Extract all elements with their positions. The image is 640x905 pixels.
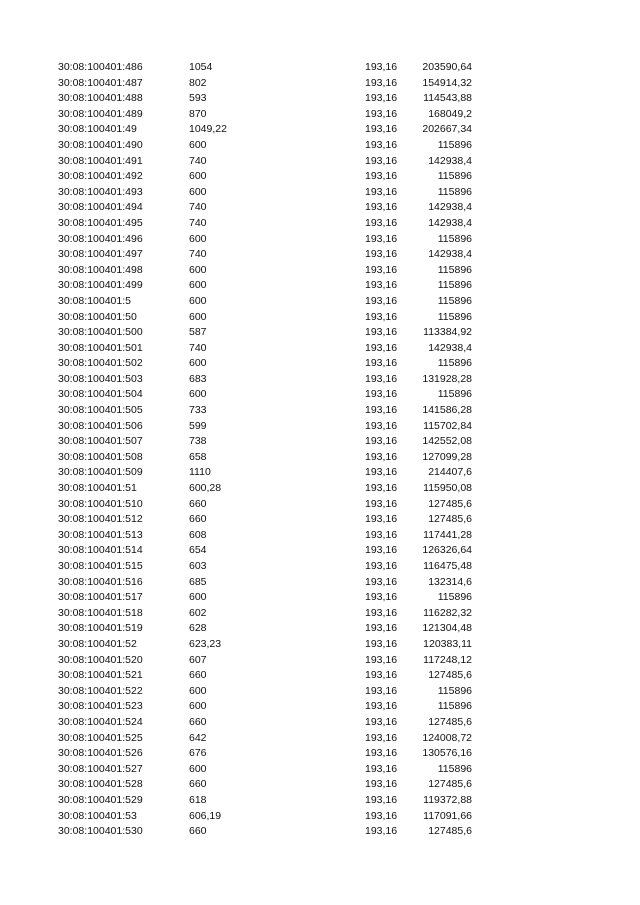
area-cell: 600 (189, 388, 207, 401)
table-row (0, 122, 640, 138)
rate-cell: 193,16 (365, 450, 398, 463)
table-row (0, 497, 640, 513)
table-row (0, 777, 640, 793)
table-row (0, 232, 640, 248)
cadastral-number-cell: 30:08:100401:497 (58, 248, 143, 261)
cadastral-number-cell: 30:08:100401:516 (58, 575, 143, 588)
rate-cell: 193,16 (365, 123, 398, 136)
cadastral-number-cell: 30:08:100401:496 (58, 232, 143, 245)
cadastral-number-cell: 30:08:100401:52 (58, 637, 137, 650)
area-cell: 600 (189, 138, 207, 151)
table-row (0, 699, 640, 715)
rate-cell: 193,16 (365, 170, 398, 183)
rate-cell: 193,16 (365, 544, 398, 557)
rate-cell: 193,16 (365, 404, 398, 417)
rate-cell: 193,16 (365, 606, 398, 619)
total-value-cell: 115896 (437, 279, 472, 292)
cadastral-number-cell: 30:08:100401:530 (58, 825, 143, 838)
cadastral-number-cell: 30:08:100401:519 (58, 622, 143, 635)
rate-cell: 193,16 (365, 185, 398, 198)
table-row (0, 809, 640, 825)
total-value-cell: 127485,6 (428, 825, 472, 838)
cadastral-number-cell: 30:08:100401:525 (58, 731, 143, 744)
cadastral-number-cell: 30:08:100401:5 (58, 294, 131, 307)
total-value-cell: 168049,2 (428, 107, 472, 120)
table-row (0, 559, 640, 575)
area-cell: 740 (189, 216, 207, 229)
area-cell: 599 (189, 419, 207, 432)
rate-cell: 193,16 (365, 575, 398, 588)
total-value-cell: 142938,4 (428, 341, 472, 354)
total-value-cell: 132314,6 (428, 575, 472, 588)
total-value-cell: 117441,28 (423, 528, 472, 541)
table-row (0, 824, 640, 840)
cadastral-number-cell: 30:08:100401:491 (58, 154, 143, 167)
cadastral-number-cell: 30:08:100401:520 (58, 653, 143, 666)
cadastral-number-cell: 30:08:100401:505 (58, 404, 143, 417)
rate-cell: 193,16 (365, 419, 398, 432)
total-value-cell: 119372,88 (423, 793, 472, 806)
table-row (0, 434, 640, 450)
table-row (0, 387, 640, 403)
area-cell: 660 (189, 497, 207, 510)
cadastral-number-cell: 30:08:100401:521 (58, 669, 143, 682)
table-row (0, 169, 640, 185)
rate-cell: 193,16 (365, 294, 398, 307)
rate-cell: 193,16 (365, 372, 398, 385)
table-row (0, 528, 640, 544)
table-row (0, 637, 640, 653)
cadastral-number-cell: 30:08:100401:49 (58, 123, 137, 136)
cadastral-number-cell: 30:08:100401:492 (58, 170, 143, 183)
table-row (0, 138, 640, 154)
cadastral-number-cell: 30:08:100401:499 (58, 279, 143, 292)
total-value-cell: 127485,6 (428, 497, 472, 510)
rate-cell: 193,16 (365, 825, 398, 838)
rate-cell: 193,16 (365, 793, 398, 806)
area-cell: 660 (189, 715, 207, 728)
table-row (0, 746, 640, 762)
area-cell: 660 (189, 513, 207, 526)
cadastral-number-cell: 30:08:100401:501 (58, 341, 143, 354)
rate-cell: 193,16 (365, 76, 398, 89)
table-row (0, 543, 640, 559)
table-row (0, 356, 640, 372)
rate-cell: 193,16 (365, 326, 398, 339)
rate-cell: 193,16 (365, 310, 398, 323)
rate-cell: 193,16 (365, 154, 398, 167)
cadastral-number-cell: 30:08:100401:510 (58, 497, 143, 510)
table-row (0, 216, 640, 232)
area-cell: 600 (189, 232, 207, 245)
area-cell: 658 (189, 450, 207, 463)
total-value-cell: 114543,88 (423, 92, 472, 105)
area-cell: 740 (189, 201, 207, 214)
table-row (0, 575, 640, 591)
area-cell: 740 (189, 154, 207, 167)
rate-cell: 193,16 (365, 591, 398, 604)
rate-cell: 193,16 (365, 341, 398, 354)
area-cell: 602 (189, 606, 207, 619)
total-value-cell: 115896 (437, 232, 472, 245)
area-cell: 600 (189, 185, 207, 198)
cadastral-number-cell: 30:08:100401:502 (58, 357, 143, 370)
total-value-cell: 120383,11 (423, 637, 472, 650)
area-cell: 870 (189, 107, 207, 120)
total-value-cell: 115896 (437, 591, 472, 604)
table-row (0, 606, 640, 622)
cadastral-number-cell: 30:08:100401:506 (58, 419, 143, 432)
area-cell: 642 (189, 731, 207, 744)
cadastral-number-cell: 30:08:100401:514 (58, 544, 143, 557)
table-row (0, 341, 640, 357)
area-cell: 600 (189, 762, 207, 775)
table-row (0, 762, 640, 778)
cadastral-number-cell: 30:08:100401:508 (58, 450, 143, 463)
total-value-cell: 117248,12 (423, 653, 472, 666)
cadastral-number-cell: 30:08:100401:507 (58, 435, 143, 448)
area-cell: 654 (189, 544, 207, 557)
cadastral-number-cell: 30:08:100401:518 (58, 606, 143, 619)
table-row (0, 481, 640, 497)
table-row (0, 731, 640, 747)
area-cell: 600 (189, 170, 207, 183)
cadastral-number-cell: 30:08:100401:487 (58, 76, 143, 89)
table-row (0, 793, 640, 809)
rate-cell: 193,16 (365, 513, 398, 526)
cadastral-number-cell: 30:08:100401:517 (58, 591, 143, 604)
rate-cell: 193,16 (365, 107, 398, 120)
area-cell: 600 (189, 591, 207, 604)
rate-cell: 193,16 (365, 279, 398, 292)
area-cell: 587 (189, 326, 207, 339)
total-value-cell: 115896 (437, 762, 472, 775)
total-value-cell: 115896 (437, 310, 472, 323)
rate-cell: 193,16 (365, 466, 398, 479)
area-cell: 660 (189, 778, 207, 791)
table-row (0, 76, 640, 92)
cadastral-number-cell: 30:08:100401:498 (58, 263, 143, 276)
table-row (0, 325, 640, 341)
cadastral-number-cell: 30:08:100401:495 (58, 216, 143, 229)
area-cell: 740 (189, 248, 207, 261)
table-row (0, 450, 640, 466)
rate-cell: 193,16 (365, 435, 398, 448)
rate-cell: 193,16 (365, 201, 398, 214)
rate-cell: 193,16 (365, 497, 398, 510)
area-cell: 1054 (189, 61, 213, 73)
total-value-cell: 115896 (437, 294, 472, 307)
total-value-cell: 117091,66 (423, 809, 472, 822)
area-cell: 660 (189, 669, 207, 682)
rate-cell: 193,16 (365, 778, 398, 791)
area-cell: 1110 (189, 466, 211, 479)
table-row (0, 419, 640, 435)
cadastral-number-cell: 30:08:100401:51 (58, 482, 137, 495)
cadastral-number-cell: 30:08:100401:504 (58, 388, 143, 401)
total-value-cell: 115896 (437, 185, 472, 198)
total-value-cell: 121304,48 (422, 622, 472, 635)
cadastral-number-cell: 30:08:100401:526 (58, 747, 143, 760)
total-value-cell: 131928,28 (422, 372, 472, 385)
area-cell: 1049,22 (189, 123, 227, 136)
rate-cell: 193,16 (365, 731, 398, 744)
rate-cell: 193,16 (365, 248, 398, 261)
area-cell: 660 (189, 825, 207, 838)
table-row (0, 715, 640, 731)
cadastral-number-cell: 30:08:100401:488 (58, 92, 143, 105)
table-row (0, 668, 640, 684)
table-row (0, 294, 640, 310)
total-value-cell: 115896 (437, 170, 472, 183)
table-row (0, 154, 640, 170)
cadastral-number-cell: 30:08:100401:50 (58, 310, 137, 323)
total-value-cell: 124008,72 (422, 731, 472, 744)
total-value-cell: 127485,6 (428, 778, 472, 791)
table-row (0, 60, 640, 76)
total-value-cell: 142938,4 (428, 201, 472, 214)
rate-cell: 193,16 (365, 528, 398, 541)
cadastral-number-cell: 30:08:100401:522 (58, 684, 143, 697)
rate-cell: 193,16 (365, 560, 398, 572)
table-row (0, 91, 640, 107)
total-value-cell: 141586,28 (422, 404, 472, 417)
total-value-cell: 203590,64 (422, 61, 472, 73)
rate-cell: 193,16 (365, 747, 398, 760)
table-row (0, 621, 640, 637)
table-row (0, 372, 640, 388)
total-value-cell: 142938,4 (428, 154, 472, 167)
table-row (0, 465, 640, 481)
total-value-cell: 142938,4 (428, 216, 472, 229)
rate-cell: 193,16 (365, 700, 398, 713)
rate-cell: 193,16 (365, 357, 398, 370)
area-cell: 628 (189, 622, 207, 635)
area-cell: 600 (189, 357, 207, 370)
area-cell: 623,23 (189, 637, 222, 650)
cadastral-number-cell: 30:08:100401:529 (58, 793, 143, 806)
area-cell: 600,28 (189, 482, 222, 495)
table-row (0, 107, 640, 123)
total-value-cell: 115896 (437, 388, 472, 401)
total-value-cell: 113384,92 (423, 326, 472, 339)
total-value-cell: 115702,84 (423, 419, 472, 432)
rate-cell: 193,16 (365, 92, 398, 105)
table-row (0, 590, 640, 606)
total-value-cell: 214407,6 (428, 466, 472, 479)
total-value-cell: 116475,48 (423, 560, 472, 572)
cadastral-number-cell: 30:08:100401:500 (58, 326, 143, 339)
table-row (0, 310, 640, 326)
rate-cell: 193,16 (365, 263, 398, 276)
table-row (0, 403, 640, 419)
total-value-cell: 115896 (437, 263, 472, 276)
cadastral-number-cell: 30:08:100401:486 (58, 61, 143, 73)
total-value-cell: 127485,6 (428, 513, 472, 526)
total-value-cell: 127485,6 (428, 715, 472, 728)
rate-cell: 193,16 (365, 809, 398, 822)
area-cell: 600 (189, 310, 207, 323)
total-value-cell: 130576,16 (422, 747, 472, 760)
area-cell: 733 (189, 404, 207, 417)
table-row (0, 278, 640, 294)
cadastral-number-cell: 30:08:100401:528 (58, 778, 143, 791)
area-cell: 685 (189, 575, 207, 588)
rate-cell: 193,16 (365, 669, 398, 682)
cadastral-number-cell: 30:08:100401:503 (58, 372, 143, 385)
rate-cell: 193,16 (365, 637, 398, 650)
total-value-cell: 115896 (437, 684, 472, 697)
total-value-cell: 127485,6 (428, 669, 472, 682)
data-table (0, 60, 640, 840)
total-value-cell: 202667,34 (422, 123, 472, 136)
rate-cell: 193,16 (365, 216, 398, 229)
rate-cell: 193,16 (365, 232, 398, 245)
area-cell: 738 (189, 435, 207, 448)
rate-cell: 193,16 (365, 715, 398, 728)
rate-cell: 193,16 (365, 622, 398, 635)
area-cell: 600 (189, 700, 207, 713)
area-cell: 600 (189, 263, 207, 276)
rate-cell: 193,16 (365, 61, 398, 73)
total-value-cell: 126326,64 (422, 544, 472, 557)
total-value-cell: 115896 (437, 700, 472, 713)
rate-cell: 193,16 (365, 138, 398, 151)
total-value-cell: 115896 (437, 138, 472, 151)
total-value-cell: 142938,4 (428, 248, 472, 261)
table-row (0, 200, 640, 216)
area-cell: 603 (189, 560, 207, 572)
area-cell: 608 (189, 528, 207, 541)
area-cell: 606,19 (189, 809, 222, 822)
total-value-cell: 154914,32 (422, 76, 472, 89)
area-cell: 683 (189, 372, 207, 385)
cadastral-number-cell: 30:08:100401:494 (58, 201, 143, 214)
area-cell: 607 (189, 653, 207, 666)
cadastral-number-cell: 30:08:100401:515 (58, 560, 143, 572)
table-row (0, 512, 640, 528)
cadastral-number-cell: 30:08:100401:524 (58, 715, 143, 728)
rate-cell: 193,16 (365, 762, 398, 775)
area-cell: 802 (189, 76, 207, 89)
area-cell: 600 (189, 294, 207, 307)
area-cell: 618 (189, 793, 207, 806)
rate-cell: 193,16 (365, 388, 398, 401)
area-cell: 600 (189, 279, 207, 292)
table-row (0, 653, 640, 669)
rate-cell: 193,16 (365, 482, 398, 495)
rate-cell: 193,16 (365, 684, 398, 697)
area-cell: 593 (189, 92, 207, 105)
total-value-cell: 116282,32 (423, 606, 472, 619)
table-row (0, 263, 640, 279)
area-cell: 600 (189, 684, 207, 697)
cadastral-number-cell: 30:08:100401:493 (58, 185, 143, 198)
total-value-cell: 127099,28 (422, 450, 472, 463)
total-value-cell: 142552,08 (422, 435, 472, 448)
total-value-cell: 115950,08 (423, 482, 472, 495)
total-value-cell: 115896 (437, 357, 472, 370)
rate-cell: 193,16 (365, 653, 398, 666)
cadastral-number-cell: 30:08:100401:53 (58, 809, 137, 822)
area-cell: 740 (189, 341, 207, 354)
cadastral-number-cell: 30:08:100401:513 (58, 528, 143, 541)
table-row (0, 185, 640, 201)
cadastral-number-cell: 30:08:100401:489 (58, 107, 143, 120)
cadastral-number-cell: 30:08:100401:490 (58, 138, 143, 151)
cadastral-number-cell: 30:08:100401:527 (58, 762, 143, 775)
table-row (0, 247, 640, 263)
cadastral-number-cell: 30:08:100401:509 (58, 466, 143, 479)
table-row (0, 684, 640, 700)
cadastral-number-cell: 30:08:100401:512 (58, 513, 143, 526)
cadastral-number-cell: 30:08:100401:523 (58, 700, 143, 713)
area-cell: 676 (189, 747, 207, 760)
